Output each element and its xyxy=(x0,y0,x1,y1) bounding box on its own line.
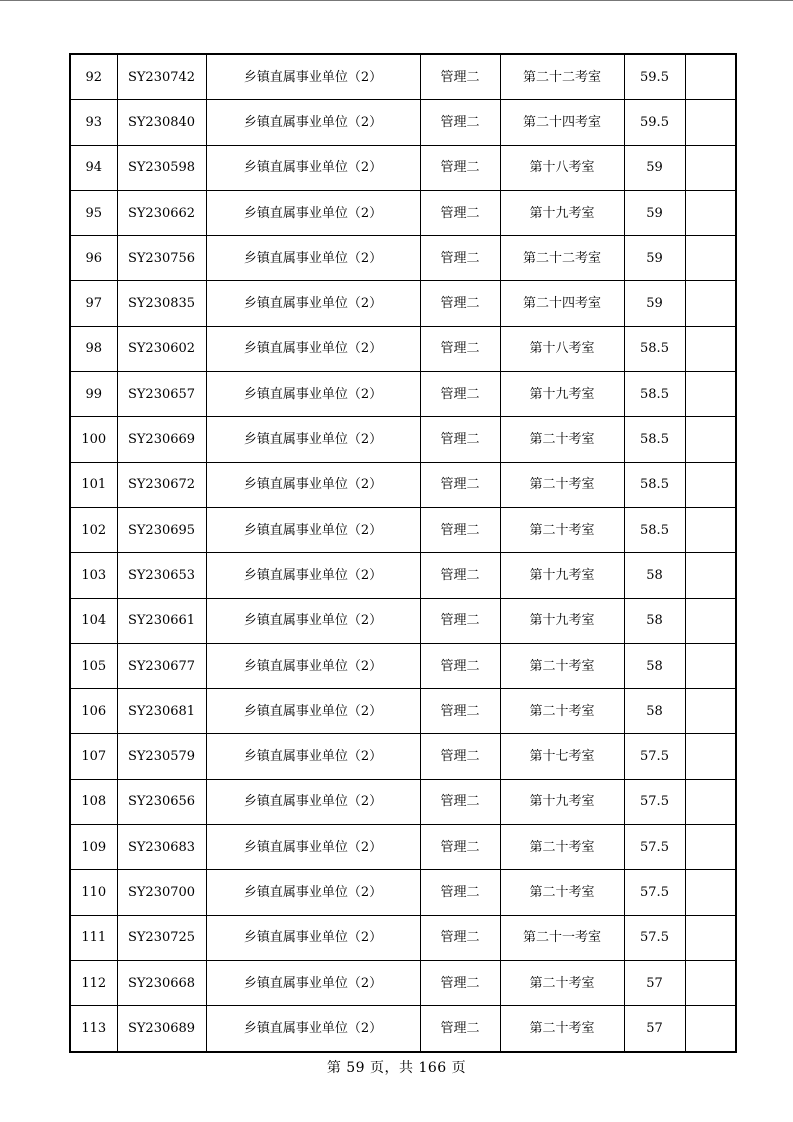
results-table xyxy=(69,53,737,1053)
exam-room-cell: 第十九考室 xyxy=(500,190,624,235)
unit-name-cell: 乡镇直属事业单位（2） xyxy=(206,779,420,824)
row-number-cell: 100 xyxy=(70,417,117,462)
remark-cell xyxy=(685,417,736,462)
post-name-cell: 管理二 xyxy=(420,190,500,235)
candidate-id-cell: SY230725 xyxy=(117,915,206,960)
exam-room-cell: 第十九考室 xyxy=(500,372,624,417)
score-cell: 59 xyxy=(624,281,685,326)
unit-name-cell: 乡镇直属事业单位（2） xyxy=(206,100,420,145)
score-cell: 57 xyxy=(624,960,685,1005)
candidate-id-cell: SY230657 xyxy=(117,372,206,417)
unit-name-cell: 乡镇直属事业单位（2） xyxy=(206,462,420,507)
candidate-id-cell: SY230677 xyxy=(117,643,206,688)
post-name-cell: 管理二 xyxy=(420,145,500,190)
exam-room-cell: 第二十考室 xyxy=(500,1006,624,1052)
score-cell: 58.5 xyxy=(624,326,685,371)
unit-name-cell: 乡镇直属事业单位（2） xyxy=(206,372,420,417)
score-cell: 57.5 xyxy=(624,825,685,870)
candidate-id-cell: SY230835 xyxy=(117,281,206,326)
score-cell: 57.5 xyxy=(624,779,685,824)
candidate-id-cell: SY230742 xyxy=(117,54,206,100)
score-cell: 57.5 xyxy=(624,915,685,960)
row-number-cell: 98 xyxy=(70,326,117,371)
table-row xyxy=(70,1006,736,1052)
table-row xyxy=(70,553,736,598)
remark-cell xyxy=(685,190,736,235)
post-name-cell: 管理二 xyxy=(420,54,500,100)
row-number-cell: 102 xyxy=(70,507,117,552)
candidate-id-cell: SY230695 xyxy=(117,507,206,552)
exam-room-cell: 第十七考室 xyxy=(500,734,624,779)
unit-name-cell: 乡镇直属事业单位（2） xyxy=(206,190,420,235)
post-name-cell: 管理二 xyxy=(420,100,500,145)
table-row xyxy=(70,643,736,688)
post-name-cell: 管理二 xyxy=(420,281,500,326)
row-number-cell: 105 xyxy=(70,643,117,688)
remark-cell xyxy=(685,960,736,1005)
score-cell: 59 xyxy=(624,190,685,235)
table-row xyxy=(70,462,736,507)
remark-cell xyxy=(685,779,736,824)
exam-room-cell: 第二十二考室 xyxy=(500,54,624,100)
exam-room-cell: 第二十考室 xyxy=(500,960,624,1005)
remark-cell xyxy=(685,1006,736,1052)
table-row xyxy=(70,281,736,326)
table-row xyxy=(70,145,736,190)
candidate-id-cell: SY230700 xyxy=(117,870,206,915)
candidate-id-cell: SY230661 xyxy=(117,598,206,643)
table-row xyxy=(70,100,736,145)
row-number-cell: 96 xyxy=(70,236,117,281)
candidate-id-cell: SY230653 xyxy=(117,553,206,598)
exam-room-cell: 第二十四考室 xyxy=(500,100,624,145)
score-cell: 59 xyxy=(624,236,685,281)
post-name-cell: 管理二 xyxy=(420,689,500,734)
row-number-cell: 110 xyxy=(70,870,117,915)
score-cell: 58.5 xyxy=(624,462,685,507)
row-number-cell: 106 xyxy=(70,689,117,734)
unit-name-cell: 乡镇直属事业单位（2） xyxy=(206,870,420,915)
unit-name-cell: 乡镇直属事业单位（2） xyxy=(206,507,420,552)
table-row xyxy=(70,960,736,1005)
unit-name-cell: 乡镇直属事业单位（2） xyxy=(206,915,420,960)
unit-name-cell: 乡镇直属事业单位（2） xyxy=(206,689,420,734)
remark-cell xyxy=(685,326,736,371)
exam-room-cell: 第二十考室 xyxy=(500,825,624,870)
candidate-id-cell: SY230579 xyxy=(117,734,206,779)
exam-room-cell: 第十八考室 xyxy=(500,145,624,190)
post-name-cell: 管理二 xyxy=(420,326,500,371)
remark-cell xyxy=(685,462,736,507)
row-number-cell: 99 xyxy=(70,372,117,417)
exam-room-cell: 第二十二考室 xyxy=(500,236,624,281)
table-row xyxy=(70,507,736,552)
candidate-id-cell: SY230689 xyxy=(117,1006,206,1052)
unit-name-cell: 乡镇直属事业单位（2） xyxy=(206,236,420,281)
row-number-cell: 109 xyxy=(70,825,117,870)
exam-room-cell: 第二十考室 xyxy=(500,417,624,462)
table-row xyxy=(70,779,736,824)
row-number-cell: 92 xyxy=(70,54,117,100)
remark-cell xyxy=(685,507,736,552)
exam-room-cell: 第十九考室 xyxy=(500,779,624,824)
table-row xyxy=(70,54,736,100)
post-name-cell: 管理二 xyxy=(420,960,500,1005)
unit-name-cell: 乡镇直属事业单位（2） xyxy=(206,643,420,688)
post-name-cell: 管理二 xyxy=(420,915,500,960)
remark-cell xyxy=(685,643,736,688)
candidate-id-cell: SY230840 xyxy=(117,100,206,145)
remark-cell xyxy=(685,870,736,915)
remark-cell xyxy=(685,915,736,960)
candidate-id-cell: SY230668 xyxy=(117,960,206,1005)
candidate-id-cell: SY230662 xyxy=(117,190,206,235)
row-number-cell: 111 xyxy=(70,915,117,960)
post-name-cell: 管理二 xyxy=(420,417,500,462)
unit-name-cell: 乡镇直属事业单位（2） xyxy=(206,326,420,371)
unit-name-cell: 乡镇直属事业单位（2） xyxy=(206,54,420,100)
remark-cell xyxy=(685,281,736,326)
candidate-id-cell: SY230672 xyxy=(117,462,206,507)
candidate-id-cell: SY230598 xyxy=(117,145,206,190)
table-row xyxy=(70,326,736,371)
score-cell: 58.5 xyxy=(624,417,685,462)
exam-room-cell: 第十九考室 xyxy=(500,598,624,643)
post-name-cell: 管理二 xyxy=(420,372,500,417)
unit-name-cell: 乡镇直属事业单位（2） xyxy=(206,281,420,326)
row-number-cell: 103 xyxy=(70,553,117,598)
exam-room-cell: 第二十考室 xyxy=(500,507,624,552)
candidate-id-cell: SY230656 xyxy=(117,779,206,824)
table-row xyxy=(70,598,736,643)
remark-cell xyxy=(685,372,736,417)
unit-name-cell: 乡镇直属事业单位（2） xyxy=(206,145,420,190)
table-row xyxy=(70,236,736,281)
page-number-footer: 第 59 页，共 166 页 xyxy=(326,1060,467,1076)
candidate-id-cell: SY230669 xyxy=(117,417,206,462)
exam-room-cell: 第二十考室 xyxy=(500,689,624,734)
post-name-cell: 管理二 xyxy=(420,462,500,507)
post-name-cell: 管理二 xyxy=(420,507,500,552)
score-cell: 59 xyxy=(624,145,685,190)
score-cell: 58 xyxy=(624,553,685,598)
score-cell: 57.5 xyxy=(624,870,685,915)
post-name-cell: 管理二 xyxy=(420,236,500,281)
exam-room-cell: 第十九考室 xyxy=(500,553,624,598)
row-number-cell: 104 xyxy=(70,598,117,643)
unit-name-cell: 乡镇直属事业单位（2） xyxy=(206,825,420,870)
post-name-cell: 管理二 xyxy=(420,598,500,643)
remark-cell xyxy=(685,598,736,643)
table-row xyxy=(70,190,736,235)
unit-name-cell: 乡镇直属事业单位（2） xyxy=(206,734,420,779)
exam-room-cell: 第二十考室 xyxy=(500,462,624,507)
unit-name-cell: 乡镇直属事业单位（2） xyxy=(206,417,420,462)
score-cell: 58.5 xyxy=(624,507,685,552)
table-row xyxy=(70,689,736,734)
row-number-cell: 97 xyxy=(70,281,117,326)
remark-cell xyxy=(685,54,736,100)
score-cell: 58 xyxy=(624,598,685,643)
score-cell: 59.5 xyxy=(624,54,685,100)
remark-cell xyxy=(685,553,736,598)
score-cell: 59.5 xyxy=(624,100,685,145)
row-number-cell: 95 xyxy=(70,190,117,235)
unit-name-cell: 乡镇直属事业单位（2） xyxy=(206,598,420,643)
candidate-id-cell: SY230681 xyxy=(117,689,206,734)
remark-cell xyxy=(685,100,736,145)
score-cell: 58 xyxy=(624,643,685,688)
row-number-cell: 94 xyxy=(70,145,117,190)
remark-cell xyxy=(685,825,736,870)
post-name-cell: 管理二 xyxy=(420,734,500,779)
exam-room-cell: 第十八考室 xyxy=(500,326,624,371)
remark-cell xyxy=(685,145,736,190)
candidate-id-cell: SY230602 xyxy=(117,326,206,371)
table-row xyxy=(70,734,736,779)
remark-cell xyxy=(685,236,736,281)
candidate-id-cell: SY230683 xyxy=(117,825,206,870)
post-name-cell: 管理二 xyxy=(420,825,500,870)
exam-room-cell: 第二十一考室 xyxy=(500,915,624,960)
row-number-cell: 108 xyxy=(70,779,117,824)
unit-name-cell: 乡镇直属事业单位（2） xyxy=(206,1006,420,1052)
row-number-cell: 112 xyxy=(70,960,117,1005)
table-body xyxy=(70,54,736,1052)
score-cell: 57.5 xyxy=(624,734,685,779)
table-row xyxy=(70,372,736,417)
score-cell: 57 xyxy=(624,1006,685,1052)
table-row xyxy=(70,417,736,462)
table-row xyxy=(70,825,736,870)
remark-cell xyxy=(685,689,736,734)
row-number-cell: 93 xyxy=(70,100,117,145)
page-top-border xyxy=(0,0,793,1)
row-number-cell: 107 xyxy=(70,734,117,779)
score-cell: 58 xyxy=(624,689,685,734)
post-name-cell: 管理二 xyxy=(420,870,500,915)
exam-room-cell: 第二十考室 xyxy=(500,870,624,915)
candidate-id-cell: SY230756 xyxy=(117,236,206,281)
exam-room-cell: 第二十考室 xyxy=(500,643,624,688)
remark-cell xyxy=(685,734,736,779)
table-row xyxy=(70,870,736,915)
exam-room-cell: 第二十四考室 xyxy=(500,281,624,326)
table-row xyxy=(70,915,736,960)
post-name-cell: 管理二 xyxy=(420,1006,500,1052)
post-name-cell: 管理二 xyxy=(420,779,500,824)
row-number-cell: 113 xyxy=(70,1006,117,1052)
unit-name-cell: 乡镇直属事业单位（2） xyxy=(206,553,420,598)
post-name-cell: 管理二 xyxy=(420,643,500,688)
score-cell: 58.5 xyxy=(624,372,685,417)
post-name-cell: 管理二 xyxy=(420,553,500,598)
unit-name-cell: 乡镇直属事业单位（2） xyxy=(206,960,420,1005)
row-number-cell: 101 xyxy=(70,462,117,507)
